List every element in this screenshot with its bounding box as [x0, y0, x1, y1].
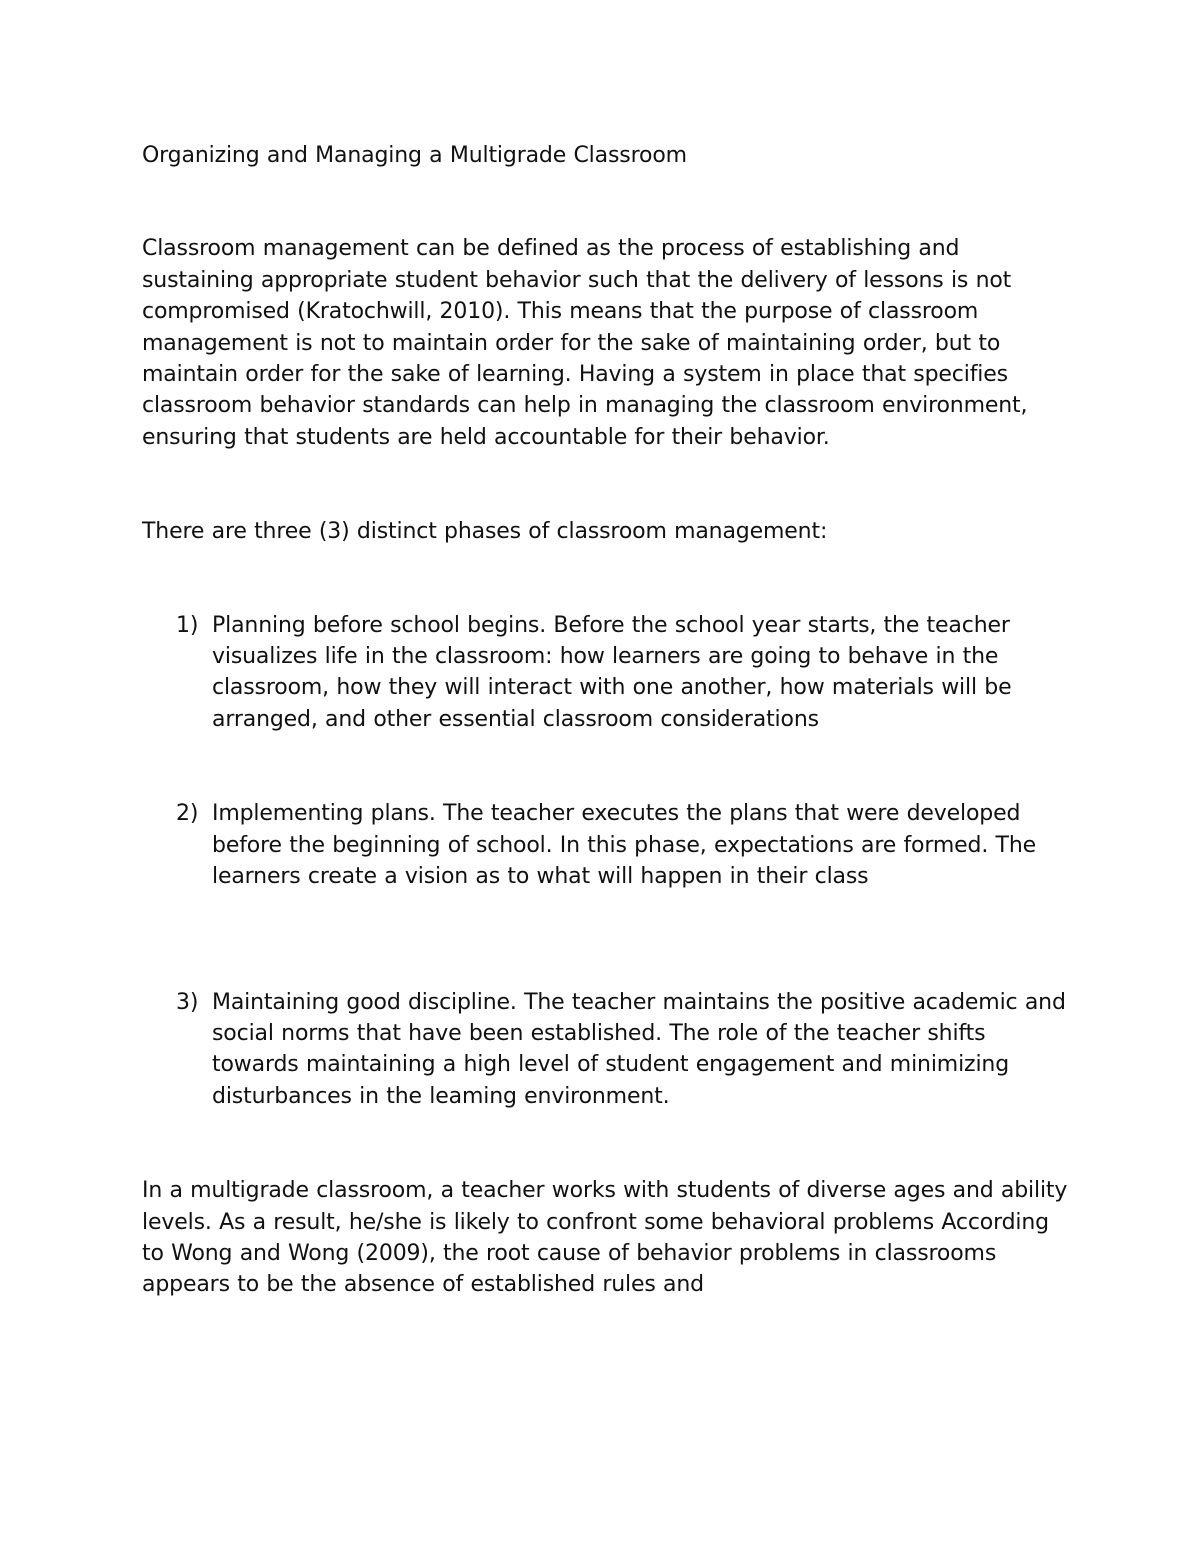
intro-paragraph: Classroom management can be defined as the process of establishing and sustaining appropriate student behavior such that the delivery of lessons is not compromised (Kratochwill, 2010). This means that the purpose of classroom management is not to maintain order for the sake of maintaining order, but to maintain order for the sake of learning. Having a system in place that specifies classroom behavior standards can help in managing the classroom environment, ensuring that students are held accountable for their behavior. [142, 236, 1028, 450]
list-marker: 3) [176, 989, 199, 1015]
document-title: Organizing and Managing a Multigrade Classroom [142, 143, 687, 168]
list-item-text: Implementing plans. The teacher executes the plans that were developed before the beginning of school. In this phase, expectations are formed. The learners create a vision as to what will happen in their class [212, 801, 1037, 890]
list-item-text: Planning before school begins. Before the school year starts, the teacher visualizes life in the classroom: how learners are going to behave in the classroom, how they will interact with one another, how materials will be arranged, and other essential classroom considerations [212, 612, 1012, 732]
list-item [142, 610, 1072, 736]
list-marker: 2) [176, 801, 199, 827]
document-body [142, 140, 1072, 1301]
closing-paragraph: In a multigrade classroom, a teacher works with students of diverse ages and ability levels. As a result, he/she is likely to confront some behavioral problems According to Wong and Wong (2009), the root cause of behavior problems in classrooms appears to be the absence of established rules and [142, 1178, 1068, 1298]
list-item [142, 798, 1072, 892]
list-marker: 1) [176, 612, 199, 638]
phases-list [142, 610, 1072, 1112]
phases-intro: There are three (3) distinct phases of classroom management: [142, 519, 828, 545]
list-item-text: Maintaining good discipline. The teacher maintains the positive academic and social norms that have been established. The role of the teacher shifts towards maintaining a high level of student engagement and minimizing disturbances in the leaming environment. [212, 989, 1066, 1109]
list-item [142, 987, 1072, 1113]
